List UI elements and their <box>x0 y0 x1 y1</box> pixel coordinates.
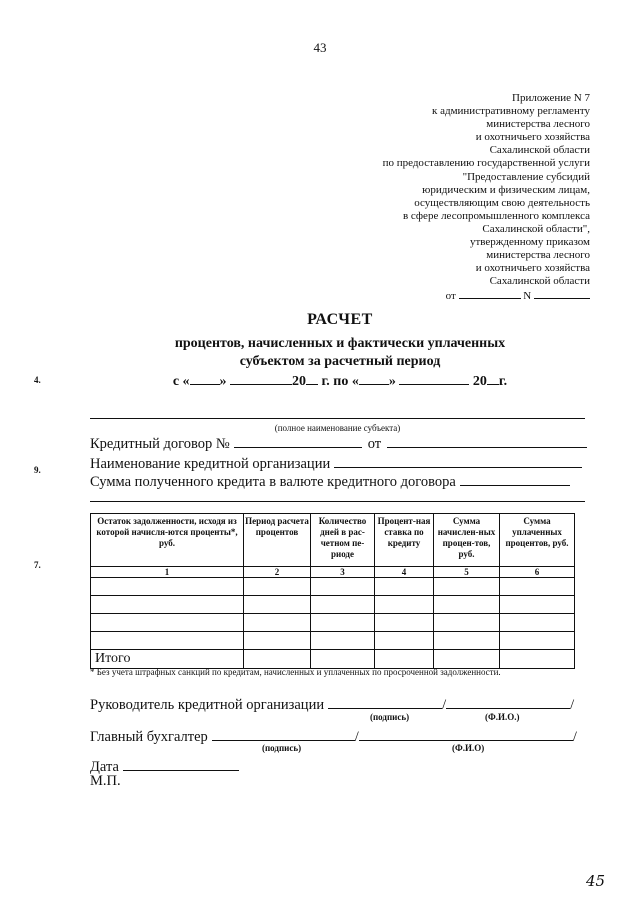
table-cell[interactable] <box>375 650 434 669</box>
table-cell[interactable] <box>91 614 244 632</box>
contract-number-field[interactable] <box>234 434 362 448</box>
appendix-line: юридическим и физическим лицам, <box>422 183 590 196</box>
table-cell[interactable] <box>375 596 434 614</box>
document-title: РАСЧЕТ <box>307 311 373 328</box>
appendix-line: Сахалинской области <box>489 275 590 288</box>
side-mark: 7. <box>34 560 41 570</box>
side-mark: 9. <box>34 465 41 475</box>
table-cell[interactable] <box>244 596 311 614</box>
head-fio-caption: (Ф.И.О.) <box>485 712 520 722</box>
table-cell[interactable] <box>91 578 244 596</box>
accountant-fio-field[interactable] <box>359 727 573 741</box>
period-year-prefix-2: 20 <box>472 374 487 389</box>
interest-table <box>90 513 575 669</box>
date-label: Дата <box>90 759 119 775</box>
table-cell[interactable] <box>311 650 375 669</box>
table-cell[interactable] <box>434 614 500 632</box>
table-cell[interactable] <box>244 578 311 596</box>
table-cell[interactable] <box>500 614 575 632</box>
table-row <box>91 632 575 650</box>
accountant-signature-field[interactable] <box>212 727 355 741</box>
head-slash-2: / <box>570 697 575 713</box>
head-signature-field[interactable] <box>328 695 442 709</box>
table-cell[interactable] <box>500 632 575 650</box>
table-cell[interactable] <box>434 632 500 650</box>
head-label: Руководитель кредитной организации <box>90 697 325 713</box>
sum-label: Сумма полученного кредита в валюте кредитного договора <box>90 474 456 490</box>
appendix-line: министерства лесного <box>486 118 590 131</box>
head-fio-field[interactable] <box>446 695 570 709</box>
table-cell[interactable] <box>500 578 575 596</box>
head-sign-caption: (подпись) <box>370 712 410 722</box>
sum-continuation-line[interactable] <box>90 501 585 502</box>
column-header: Период расчета процентов <box>244 514 311 567</box>
contract-label: Кредитный договор № <box>90 436 230 452</box>
table-cell[interactable] <box>244 632 311 650</box>
column-number: 4 <box>375 567 434 578</box>
handwritten-page-number: 45 <box>586 872 606 890</box>
appendix-line: Приложение N 7 <box>512 92 590 104</box>
table-cell[interactable] <box>244 614 311 632</box>
column-number: 6 <box>500 567 575 578</box>
period-close-quote-2: » <box>388 374 396 389</box>
contract-row <box>90 434 587 453</box>
period-close-quote: » <box>219 374 227 389</box>
table-cell[interactable] <box>91 632 244 650</box>
table-header-row <box>91 514 575 567</box>
table-cell[interactable] <box>311 578 375 596</box>
column-header: Количество дней в рас-четном пе-риоде <box>311 514 375 567</box>
period-from-year-blank <box>306 372 318 385</box>
appendix-line: утвержденному приказом <box>469 236 590 249</box>
bank-row <box>90 454 582 473</box>
date-field[interactable] <box>123 757 239 771</box>
bank-label: Наименование кредитной организации <box>90 456 331 472</box>
table-row <box>91 578 575 596</box>
appendix-number-label: N <box>523 290 532 303</box>
appendix-line: Сахалинской области", <box>482 222 590 235</box>
table-cell[interactable] <box>375 632 434 650</box>
table-cell[interactable] <box>311 632 375 650</box>
page-number: 43 <box>313 40 327 55</box>
table-total-row <box>91 650 575 669</box>
accountant-signature-row <box>90 727 577 746</box>
period-from-month-blank <box>230 372 292 385</box>
table-cell[interactable] <box>375 578 434 596</box>
table-row <box>91 614 575 632</box>
column-number: 5 <box>434 567 500 578</box>
table-cell[interactable] <box>91 596 244 614</box>
footnote: * Без учета штрафных санкций по кредитам, начисленных и уплаченных по просроченной задолженности. <box>90 667 501 677</box>
contract-from-label: от <box>367 436 382 452</box>
accountant-sign-caption: (подпись) <box>262 743 302 753</box>
accountant-fio-caption: (Ф.И.О) <box>452 743 485 753</box>
subject-caption: (полное наименование субъекта) <box>274 423 401 433</box>
title-line-1: процентов, начисленных и фактически уплаченных <box>174 336 506 351</box>
period-to-day-blank <box>359 372 389 385</box>
appendix-line: и охотничьего хозяйства <box>475 131 590 144</box>
column-number: 1 <box>91 567 244 578</box>
appendix-line: "Предоставление субсидий <box>462 170 590 183</box>
appendix-block <box>383 92 590 304</box>
appendix-line: министерства лесного <box>486 249 590 262</box>
column-header: Сумма уплаченных процентов, руб. <box>500 514 575 567</box>
table-cell[interactable] <box>244 650 311 669</box>
column-header: Сумма начислен-ных процен-тов, руб. <box>434 514 500 567</box>
table-cell[interactable] <box>500 596 575 614</box>
period-to-month-blank <box>399 372 469 385</box>
table-row <box>91 596 575 614</box>
period-from-label: с « <box>172 374 190 389</box>
side-mark: 4. <box>34 375 41 385</box>
column-number-row <box>91 567 575 578</box>
subject-name-field[interactable] <box>90 418 585 419</box>
column-header: Остаток задолженности, исходя из которой начисля-ются проценты*, руб. <box>91 514 244 567</box>
appendix-line: осуществляющим свою деятельность <box>414 196 590 209</box>
column-number: 3 <box>311 567 375 578</box>
period-end-label: г. <box>498 374 508 389</box>
appendix-line: к административному регламенту <box>432 105 590 118</box>
table-cell[interactable] <box>311 614 375 632</box>
accountant-label: Главный бухгалтер <box>90 729 208 745</box>
sum-row <box>90 472 570 491</box>
period-from-day-blank <box>190 372 220 385</box>
table-cell[interactable] <box>311 596 375 614</box>
total-label: Итого <box>91 650 244 669</box>
table-cell[interactable] <box>375 614 434 632</box>
bank-name-field[interactable] <box>334 454 582 468</box>
appendix-date-line <box>383 288 590 303</box>
appendix-line: и охотничьего хозяйства <box>475 262 590 275</box>
appendix-line: Сахалинской области <box>489 144 590 157</box>
appendix-line: в сфере лесопромышленного комплекса <box>402 209 590 222</box>
table-cell[interactable] <box>500 650 575 669</box>
head-slash-1: / <box>442 697 447 713</box>
column-number: 2 <box>244 567 311 578</box>
title-period-line <box>0 372 640 390</box>
appendix-from-label: от <box>445 290 456 303</box>
appendix-line: по предоставлению государственной услуги <box>382 157 590 170</box>
period-year-prefix: 20 <box>292 374 307 389</box>
table-cell[interactable] <box>434 596 500 614</box>
table-cell[interactable] <box>434 650 500 669</box>
accountant-slash-1: / <box>354 729 359 745</box>
accountant-slash-2: / <box>572 729 577 745</box>
stamp-label: М.П. <box>90 773 121 789</box>
period-to-label: г. по « <box>321 374 359 389</box>
appendix-number-blank <box>534 288 590 299</box>
contract-date-field[interactable] <box>387 434 587 448</box>
sum-field[interactable] <box>460 472 570 486</box>
title-line-2: субъектом за расчетный период <box>239 354 441 369</box>
table-cell[interactable] <box>434 578 500 596</box>
column-header: Процент-ная ставка по кредиту <box>375 514 434 567</box>
appendix-date-blank <box>459 288 521 299</box>
period-to-year-blank <box>487 372 499 385</box>
